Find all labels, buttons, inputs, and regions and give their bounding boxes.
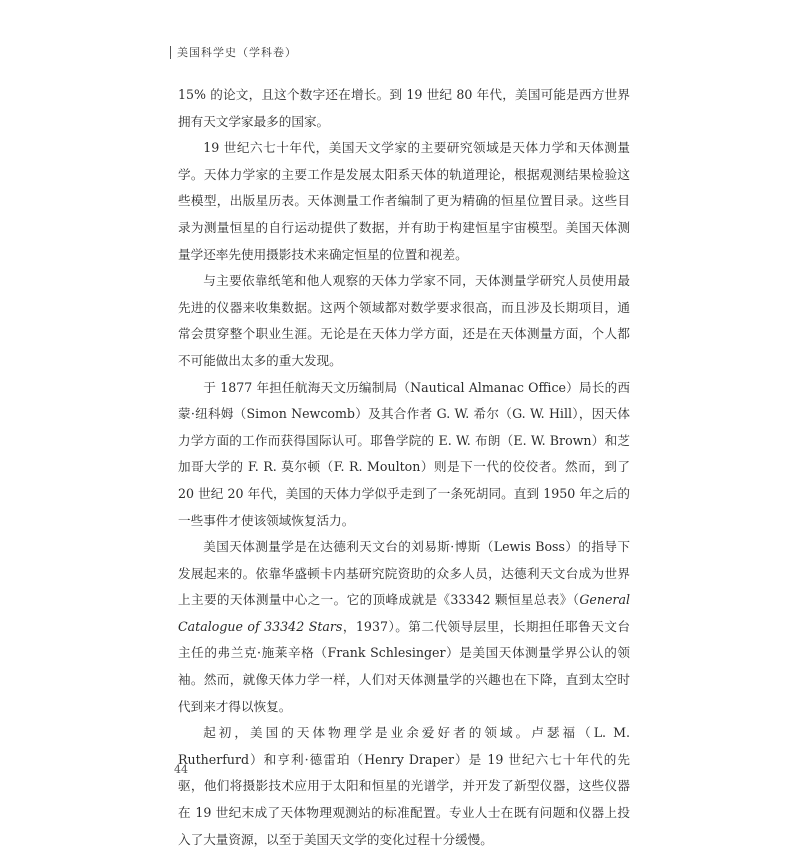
running-head: 美国科学史（学科卷） (170, 46, 297, 59)
paragraph-5-part-1: 美国天体测量学是在达德利天文台的刘易斯·博斯（Lewis Boss）的指导下发展起来的。依靠华盛顿卡内基研究院资助的众多人员，达德利天文台成为世界上主要的天体测量中心之一。它的顶峰成就是《33342 颗恒星总表》（ (178, 539, 630, 608)
body-text (178, 82, 630, 853)
page-number: 44 (174, 763, 188, 776)
paragraph-5-part-2: ，1937）。第二代领导层里，长期担任耶鲁天文台主任的弗兰克·施莱辛格（Frank Schlesinger）是美国天体测量学界公认的领袖。然而，就像天体力学一样，人们对天体测量学的兴趣也在下降，直到太空时代到来才得以恢复。 (178, 618, 630, 714)
paragraph-4: 于 1877 年担任航海天文历编制局（Nautical Almanac Office）局长的西蒙·纽科姆（Simon Newcomb）及其合作者 G. W. 希尔（G. W. Hill），因天体力学方面的工作而获得国际认可。耶鲁学院的 E. W. 布朗（E. W. Brown）和芝加哥大学的 F. R. 莫尔顿（F. R. Moulton）则是下一代的佼佼者。然而，到了 20 世纪 20 年代，美国的天体力学似乎走到了一条死胡同。直到 1950 年之后的一些事件才使该领域恢复活力。 (178, 379, 630, 528)
paragraph-5 (178, 534, 630, 720)
paragraph-1: 15% 的论文，且这个数字还在增长。到 19 世纪 80 年代，美国可能是西方世界拥有天文学家最多的国家。 (178, 87, 630, 129)
catalogue-title-italic: General Catalogue of 33342 Stars (178, 592, 630, 634)
paragraph-6: 起初，美国的天体物理学是业余爱好者的领域。卢瑟福（L. M. Rutherfurd）和亨利·德雷珀（Henry Draper）是 19 世纪六七十年代的先驱，他们将摄影技术应用于太阳和恒星的光谱学，并开发了新型仪器，这些仪器在 19 世纪末成了天体物理观测站的标准配置。专业人士在既有问题和仪器上投入了大量资源，以至于美国天文学的变化过程十分缓慢。 (178, 725, 630, 847)
paragraph-3: 与主要依靠纸笔和他人观察的天体力学家不同，天体测量学研究人员使用最先进的仪器来收集数据。这两个领域都对数学要求很高，而且涉及长期项目，通常会贯穿整个职业生涯。无论是在天体力学方面，还是在天体测量方面，个人都不可能做出太多的重大发现。 (178, 273, 630, 368)
paragraph-2: 19 世纪六七十年代，美国天文学家的主要研究领域是天体力学和天体测量学。天体力学家的主要工作是发展太阳系天体的轨道理论，根据观测结果检验这些模型，出版星历表。天体测量工作者编制了更为精确的恒星位置目录。这些目录为测量恒星的自行运动提供了数据，并有助于构建恒星宇宙模型。美国天体测量学还率先使用摄影技术来确定恒星的位置和视差。 (178, 140, 630, 262)
